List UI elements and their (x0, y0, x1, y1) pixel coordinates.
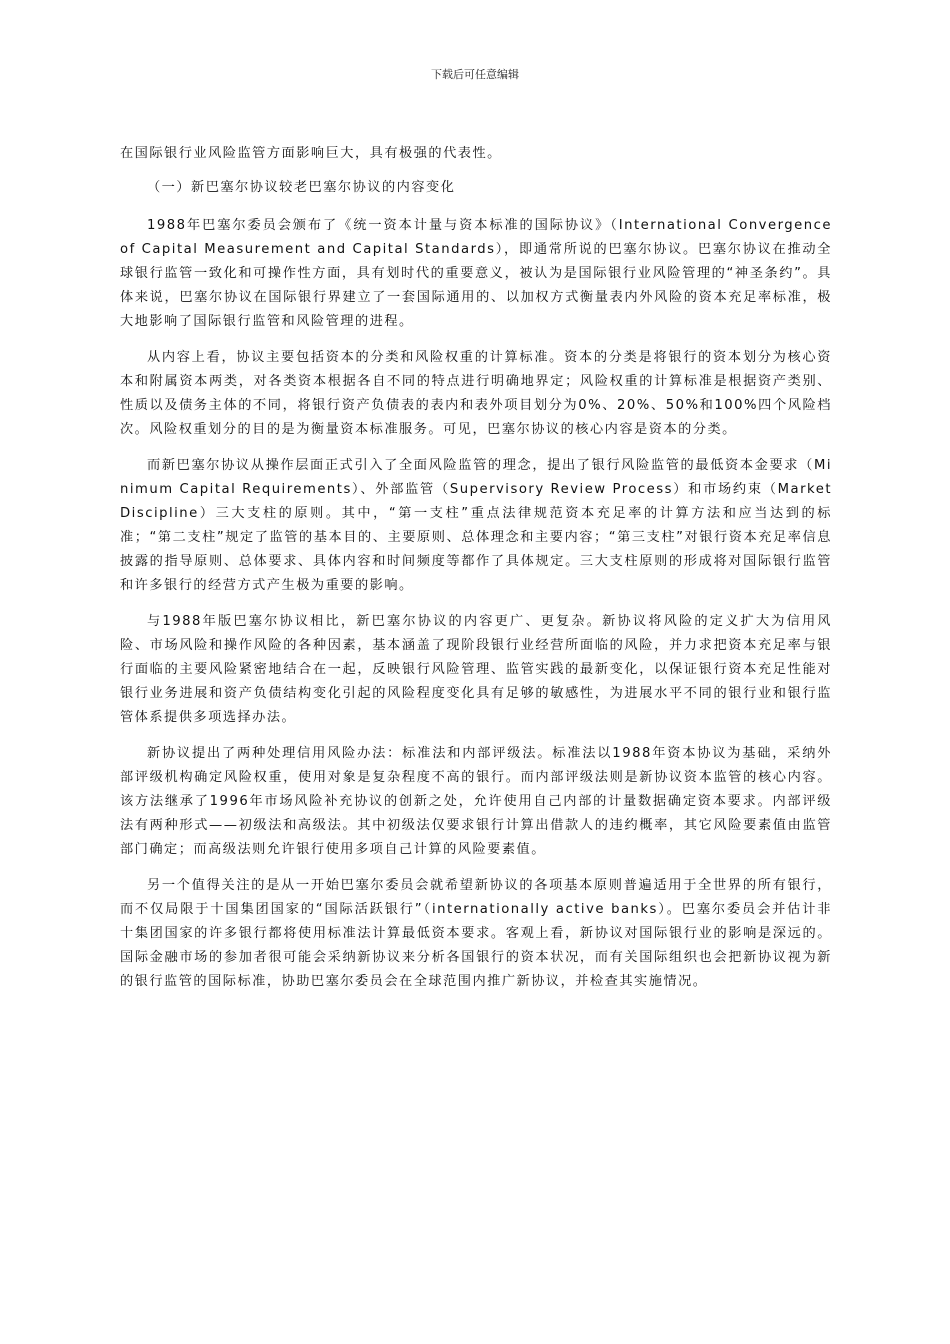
paragraph-intro-tail: 在国际银行业风险监管方面影响巨大，具有极强的代表性。 (120, 146, 502, 161)
paragraph-credit-risk-methods: 新协议提出了两种处理信用风险办法：标准法和内部评级法。标准法以1988年资本协议为基础，采纳外部评级机构确定风险权重，使用对象是复杂程度不高的银行。而内部评级法则是新协议资本监管的核心内容。该方法继承了1996年市场风险补充协议的创新之处，允许使用自己内部的计量数据确定资本要求。内部评级法有两种形式——初级法和高级法。其中初级法仅要求银行计算出借款人的违约概率，其它风险要素值由监管部门确定；而高级法则允许银行使用多项自己计算的风险要素值。 (120, 746, 832, 857)
page-header: 下载后可任意编辑 (431, 68, 519, 81)
paragraph-content-overview: 从内容上看，协议主要包括资本的分类和风险权重的计算标准。资本的分类是将银行的资本划分为核心资本和附属资本两类，对各类资本根据各自不同的特点进行明确地界定；风险权重的计算标准是根据资产类别、性质以及债务主体的不同，将银行资产负债表的表内和表外项目划分为0%、20%、50%和100%四个风险档次。风险权重划分的目的是为衡量资本标准服务。可见，巴塞尔协议的核心内容是资本的分类。 (120, 350, 832, 437)
paragraph-three-pillars: 而新巴塞尔协议从操作层面正式引入了全面风险监管的理念，提出了银行风险监管的最低资本金要求（Minimum Capital Requirements）、外部监管（Supervisory Review Process）和市场约束（Market Discipline）三大支柱的原则。其中，“第一支柱”重点法律规范资本充足率的计算方法和应当达到的标准；“第二支柱”规定了监管的基本目的、主要原则、总体理念和主要内容；“第三支柱”对银行资本充足率信息披露的指导原则、总体要求、具体内容和时间频度等都作了具体规定。三大支柱原则的形成将对国际银行监管和许多银行的经营方式产生极为重要的影响。 (120, 458, 832, 593)
paragraph-basel-1988: 1988年巴塞尔委员会颁布了《统一资本计量与资本标准的国际协议》（International Convergence of Capital Measurement and Capital Standards），即通常所说的巴塞尔协议。巴塞尔协议在推动全球银行监管一致化和可操作性方面，具有划时代的重要意义，被认为是国际银行业风险管理的“神圣条约”。具体来说，巴塞尔协议在国际银行界建立了一套国际通用的、以加权方式衡量表内外风险的资本充足率标准，极大地影响了国际银行监管和风险管理的进程。 (120, 218, 832, 329)
section-heading: （一）新巴塞尔协议较老巴塞尔协议的内容变化 (147, 180, 456, 195)
paragraph-comparison: 与1988年版巴塞尔协议相比，新巴塞尔协议的内容更广、更复杂。新协议将风险的定义扩大为信用风险、市场风险和操作风险的各种因素，基本涵盖了现阶段银行业经营所面临的风险，并力求把资本充足率与银行面临的主要风险紧密地结合在一起，反映银行风险管理、监管实践的最新变化，以保证银行资本充足性能对银行业务进展和资产负债结构变化引起的风险程度变化具有足够的敏感性，为进展水平不同的银行业和银行监管体系提供多项选择办法。 (120, 614, 832, 725)
paragraph-global-scope: 另一个值得关注的是从一开始巴塞尔委员会就希望新协议的各项基本原则普遍适用于全世界的所有银行，而不仅局限于十国集团国家的“国际活跃银行”（internationally active banks）。巴塞尔委员会并估计非十集团国家的许多银行都将使用标准法计算最低资本要求。客观上看，新协议对国际银行业的影响是深远的。国际金融市场的参加者很可能会采纳新协议来分析各国银行的资本状况，而有关国际组织也会把新协议视为新的银行监管的国际标准，协助巴塞尔委员会在全球范围内推广新协议，并检查其实施情况。 (120, 878, 832, 989)
document-body (120, 142, 832, 1006)
